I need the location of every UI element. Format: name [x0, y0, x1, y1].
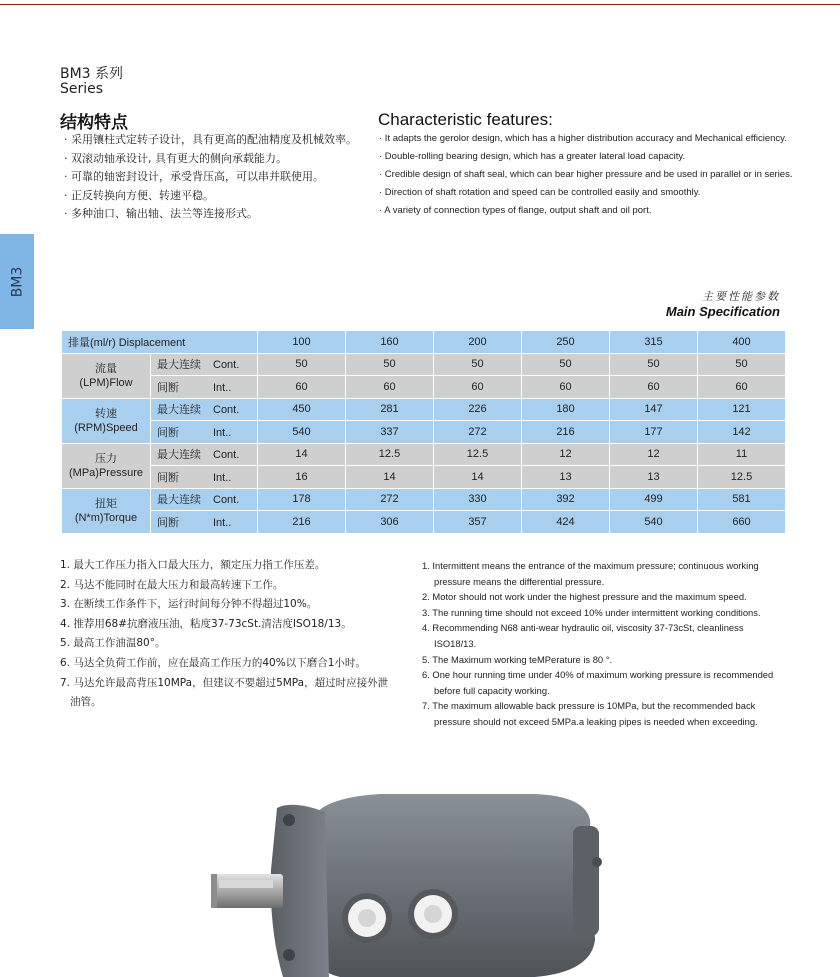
- group-label-cn: 压力: [95, 452, 117, 465]
- row-label-en: Int..: [213, 426, 232, 439]
- row-label-cn: 最大连续: [157, 404, 201, 417]
- spec-cell: 272: [346, 488, 434, 511]
- spec-cell: 14: [346, 466, 434, 489]
- row-label-en: Cont.: [213, 404, 240, 417]
- spec-cell: 142: [698, 421, 786, 444]
- row-label-en: Int..: [213, 471, 232, 484]
- spec-cell: 12.5: [434, 443, 522, 466]
- spec-row: [62, 466, 786, 489]
- feature-item: · Double-rolling bearing design, which has a greater lateral load capacity.: [379, 151, 686, 162]
- spec-cell: 14: [434, 466, 522, 489]
- row-label-cn: 间断: [157, 426, 179, 439]
- spec-cell: 12: [522, 443, 610, 466]
- spec-cell: 306: [346, 511, 434, 534]
- row-label-cn: 最大连续: [157, 449, 201, 462]
- features-list-en: [379, 130, 799, 220]
- spec-cell: 121: [698, 398, 786, 421]
- spec-cell: 50: [346, 353, 434, 376]
- note-item: 1. 最大工作压力指入口最大压力，额定压力指工作压差。: [60, 559, 326, 571]
- features-heading-cn: 结构特点: [60, 113, 128, 133]
- spec-cell: 180: [522, 398, 610, 421]
- features-list-cn: [64, 131, 364, 224]
- spec-heading-cn: 主要性能参数: [702, 290, 780, 303]
- row-label-cn: 最大连续: [157, 494, 201, 507]
- row-label-en: Cont.: [213, 494, 240, 507]
- spec-cell: 281: [346, 398, 434, 421]
- row-label: [151, 421, 258, 444]
- spec-cell: 216: [522, 421, 610, 444]
- spec-cell: 392: [522, 488, 610, 511]
- group-label: [62, 488, 151, 533]
- spec-cell: 660: [698, 511, 786, 534]
- spec-cell: 13: [610, 466, 698, 489]
- spec-cell: 50: [434, 353, 522, 376]
- spec-cell: 540: [258, 421, 346, 444]
- spec-row: [62, 443, 786, 466]
- note-item: 7. The maximum allowable back pressure is 10MPa, but the recommended back pressure should not exceed 5MPa.a leaking pipes is needed when exceeding.: [422, 700, 758, 727]
- displacement-value: 400: [698, 331, 786, 354]
- spec-cell: 13: [522, 466, 610, 489]
- row-label-cn: 间断: [157, 381, 179, 394]
- feature-item: · Direction of shaft rotation and speed can be controlled easily and smoothly.: [379, 187, 701, 198]
- group-label-en: (LPM)Flow: [79, 376, 133, 389]
- displacement-value: 250: [522, 331, 610, 354]
- spec-cell: 60: [346, 376, 434, 399]
- spec-cell: 226: [434, 398, 522, 421]
- note-item: 3. 在断续工作条件下，运行时间每分钟不得超过10%。: [60, 598, 318, 611]
- spec-heading-en: Main Specification: [665, 304, 780, 319]
- spec-row: [62, 353, 786, 376]
- side-tab-label: BM3: [9, 266, 25, 297]
- row-label: [151, 466, 258, 489]
- group-label-en: (N*m)Torque: [74, 511, 138, 524]
- spec-cell: 12.5: [346, 443, 434, 466]
- spec-cell: 424: [522, 511, 610, 534]
- row-label-cn: 间断: [157, 516, 179, 529]
- top-rule: [0, 4, 840, 5]
- group-label-cn: 扭矩: [95, 497, 117, 510]
- feature-item: · It adapts the gerolor design, which has a higher distribution accuracy and Mechanical efficiency.: [379, 133, 787, 144]
- note-item: 3. The running time should not exceed 10% under intermittent working conditions.: [422, 606, 761, 618]
- spec-cell: 60: [434, 376, 522, 399]
- note-item: 7. 马达允许最高背压10MPa，但建议不要超过5MPa，超过时应接外泄油管。: [60, 676, 389, 709]
- feature-item: · 双滚动轴承设计, 具有更大的侧向承载能力。: [64, 151, 287, 165]
- spec-row: [62, 376, 786, 399]
- note-item: 1. Intermittent means the entrance of the maximum pressure; continuous working pressure means the differential pressure.: [422, 560, 759, 587]
- spec-cell: 330: [434, 488, 522, 511]
- spec-cell: 50: [522, 353, 610, 376]
- note-item: 2. Motor should not work under the highest pressure and the maximum speed.: [422, 591, 747, 603]
- spec-cell: 178: [258, 488, 346, 511]
- spec-cell: 337: [346, 421, 434, 444]
- spec-cell: 11: [698, 443, 786, 466]
- row-label: [151, 443, 258, 466]
- spec-cell: 50: [258, 353, 346, 376]
- row-label: [151, 488, 258, 511]
- group-label: [62, 398, 151, 443]
- spec-cell: 216: [258, 511, 346, 534]
- spec-cell: 147: [610, 398, 698, 421]
- spec-cell: 14: [258, 443, 346, 466]
- spec-row: [62, 511, 786, 534]
- row-label-en: Cont.: [213, 359, 240, 372]
- note-item: 4. Recommending N68 anti-wear hydraulic oil, viscosity 37-73cSt, cleanliness ISO18/13.: [422, 622, 744, 649]
- spec-cell: 60: [698, 376, 786, 399]
- row-label: [151, 353, 258, 376]
- group-label-en: (RPM)Speed: [74, 421, 138, 434]
- series-title-cn: BM3 系列: [60, 66, 124, 82]
- spec-cell: 12.5: [698, 466, 786, 489]
- displacement-value: 100: [258, 331, 346, 354]
- spec-cell: 50: [610, 353, 698, 376]
- note-item: 2. 马达不能同时在最大压力和最高转速下工作。: [60, 578, 284, 591]
- group-label-cn: 流量: [95, 362, 117, 375]
- spec-header-row: [62, 331, 786, 354]
- row-label: [151, 511, 258, 534]
- spec-cell: 499: [610, 488, 698, 511]
- spec-cell: 357: [434, 511, 522, 534]
- spec-row: [62, 398, 786, 421]
- spec-row: [62, 421, 786, 444]
- note-item: 5. The Maximum working teMPerature is 80 °.: [422, 653, 613, 665]
- spec-cell: 50: [698, 353, 786, 376]
- spec-cell: 272: [434, 421, 522, 444]
- spec-row: [62, 488, 786, 511]
- note-item: 6. 马达全负荷工作前，应在最高工作压力的40%以下磨合1小时。: [60, 656, 366, 669]
- note-item: 6. One hour running time under 40% of maximum working pressure is recommended before full capacity working.: [422, 669, 774, 696]
- feature-item: · A variety of connection types of flange, output shaft and oil port.: [379, 205, 652, 216]
- feature-item: · 可靠的轴密封设计，承受背压高，可以串并联使用。: [64, 170, 324, 183]
- spec-cell: 12: [610, 443, 698, 466]
- group-label: [62, 353, 151, 398]
- spec-cell: 177: [610, 421, 698, 444]
- note-item: 4. 推荐用68#抗磨液压油，粘度37-73cSt.清洁度ISO18/13。: [60, 617, 352, 630]
- displacement-value: 315: [610, 331, 698, 354]
- feature-item: · 正反转换向方便、转速平稳。: [64, 188, 214, 202]
- spec-table: [61, 330, 786, 534]
- displacement-label: 排量(ml/r) Displacement: [62, 331, 258, 354]
- spec-cell: 60: [258, 376, 346, 399]
- spec-cell: 581: [698, 488, 786, 511]
- feature-item: · 采用镶柱式定转子设计，具有更高的配油精度及机械效率。: [64, 133, 357, 146]
- feature-item: · Credible design of shaft seal, which can bear higher pressure and be used in parallel or in series.: [379, 169, 793, 180]
- spec-cell: 60: [522, 376, 610, 399]
- spec-cell: 60: [610, 376, 698, 399]
- displacement-value: 160: [346, 331, 434, 354]
- series-title-en: Series: [60, 81, 104, 97]
- row-label-cn: 间断: [157, 471, 179, 484]
- side-tab: [0, 234, 34, 329]
- row-label: [151, 376, 258, 399]
- row-label: [151, 398, 258, 421]
- spec-cell: 540: [610, 511, 698, 534]
- notes-list-en: [422, 558, 787, 730]
- group-label-cn: 转速: [95, 407, 117, 420]
- row-label-en: Int..: [213, 516, 232, 529]
- features-heading-en: Characteristic features:: [378, 110, 553, 129]
- note-item: 5. 最高工作油温80°。: [60, 637, 166, 650]
- displacement-value: 200: [434, 331, 522, 354]
- row-label-cn: 最大连续: [157, 359, 201, 372]
- group-label: [62, 443, 151, 488]
- hydraulic-motor-image: [205, 790, 605, 977]
- notes-list-cn: [60, 556, 390, 713]
- row-label-en: Cont.: [213, 449, 240, 462]
- group-label-en: (MPa)Pressure: [69, 466, 143, 479]
- spec-cell: 16: [258, 466, 346, 489]
- spec-cell: 450: [258, 398, 346, 421]
- feature-item: · 多种油口、输出轴、法兰等连接形式。: [64, 207, 258, 220]
- row-label-en: Int..: [213, 381, 232, 394]
